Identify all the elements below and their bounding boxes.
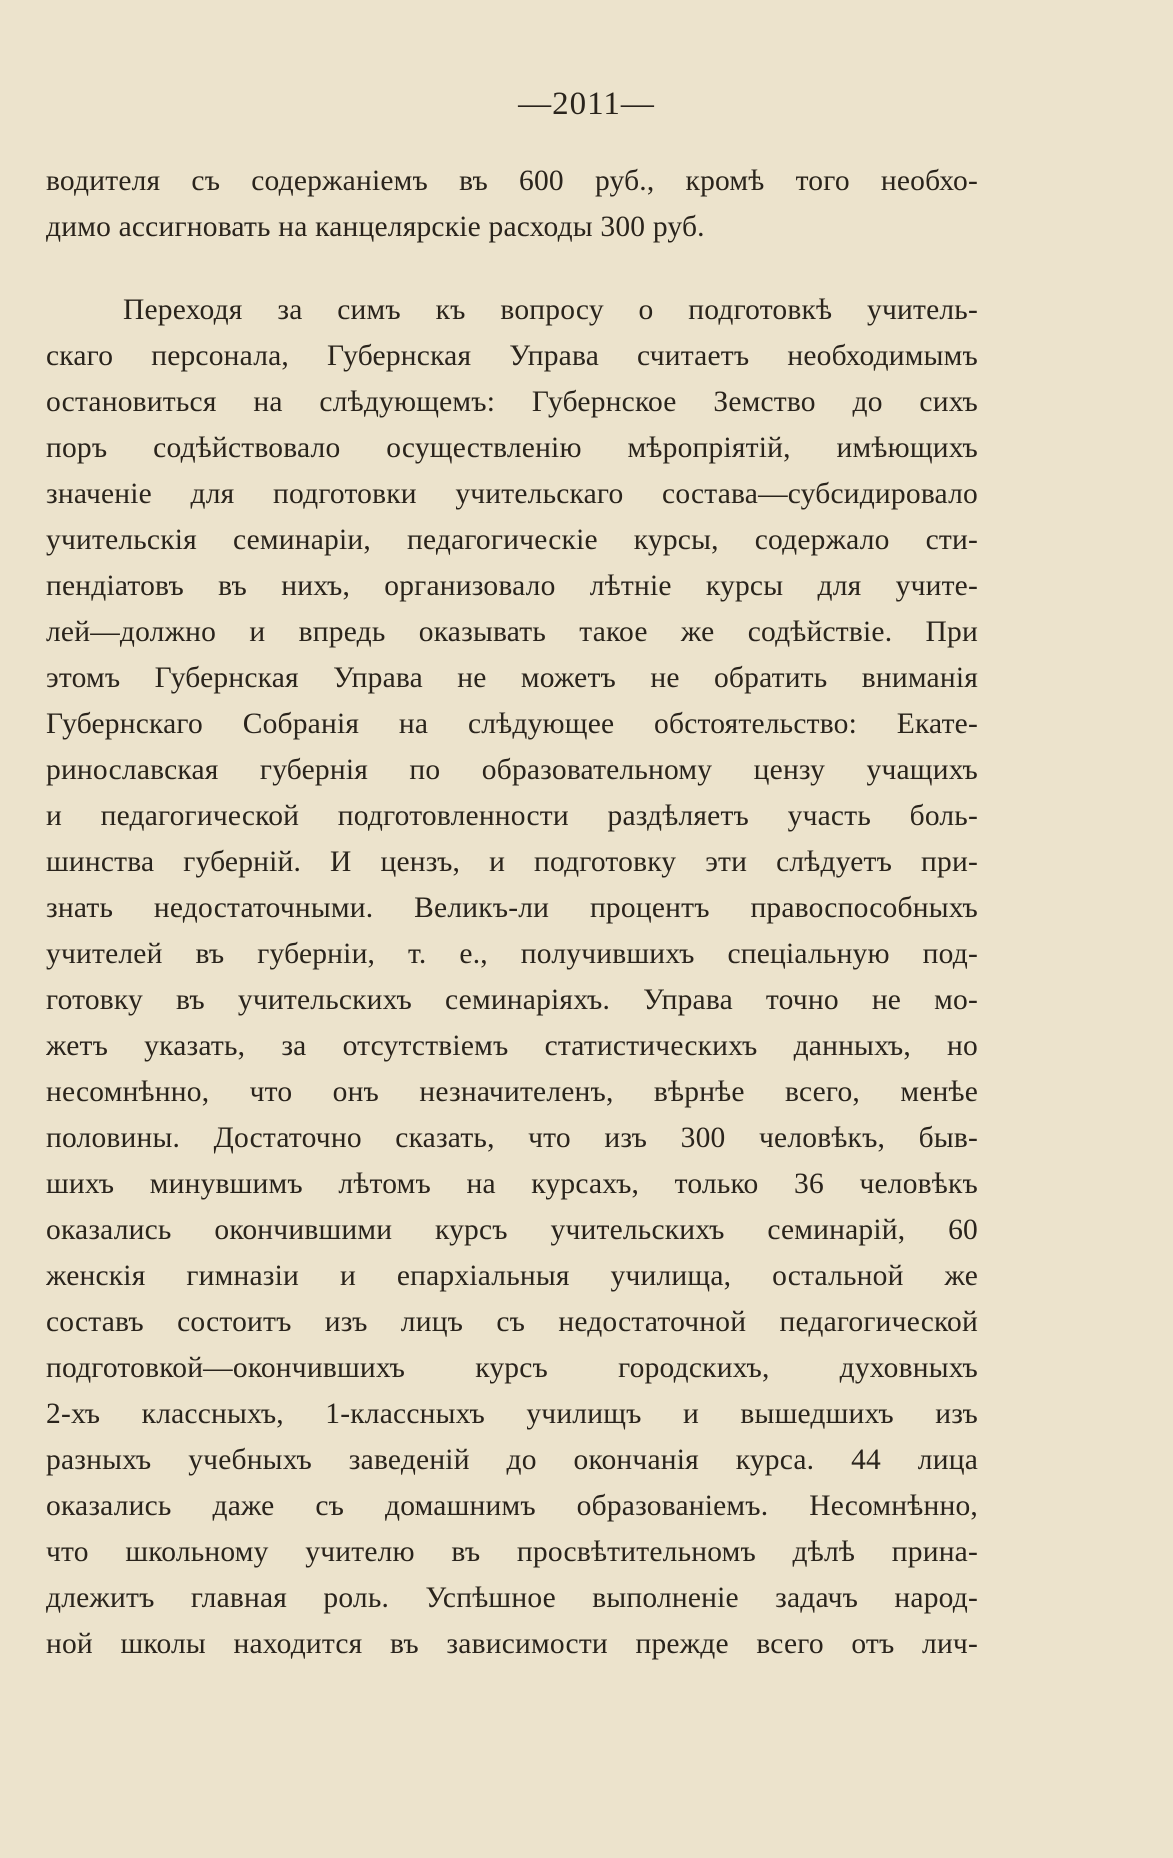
text-line: женскія гимназіи и епархіальныя училища, остальной же [46,1260,978,1292]
text-line: Переходя за симъ къ вопросу о подготовкѣ учитель- [123,294,978,326]
text-line: что школьному учителю въ просвѣтительномъ дѣлѣ прина- [46,1536,978,1568]
page-number: —2011— [518,86,655,122]
text-line: этомъ Губернская Управа не можетъ не обратить вниманія [46,662,978,694]
text-line: длежитъ главная роль. Успѣшное выполненіе задачъ народ- [46,1582,978,1614]
text-line: оказались окончившими курсъ учительскихъ семинарій, 60 [46,1214,978,1246]
text-line: учительскія семинаріи, педагогическіе курсы, содержало сти- [46,524,978,556]
text-line: скаго персонала, Губернская Управа считаетъ необходимымъ [46,340,978,372]
text-line: шинства губерній. И цензъ, и подготовку эти слѣдуетъ при- [46,846,978,878]
text-line: ринославская губернія по образовательному цензу учащихъ [46,754,978,786]
text-line: составъ состоитъ изъ лицъ съ недостаточной педагогической [46,1306,978,1338]
text-line: учителей въ губерніи, т. е., получившихъ спеціальную под- [46,938,978,970]
text-line: пендіатовъ въ нихъ, организовало лѣтніе курсы для учите- [46,570,978,602]
text-line: половины. Достаточно сказать, что изъ 300 человѣкъ, быв- [46,1122,978,1154]
text-line: шихъ минувшимъ лѣтомъ на курсахъ, только 36 человѣкъ [46,1168,978,1200]
text-line: несомнѣнно, что онъ незначителенъ, вѣрнѣе всего, менѣе [46,1076,978,1108]
text-line: подготовкой—окончившихъ курсъ городскихъ, духовныхъ [46,1352,978,1384]
text-line: лей—должно и впредь оказывать такое же содѣйствіе. При [46,616,978,648]
text-line: жетъ указать, за отсутствіемъ статистическихъ данныхъ, но [46,1030,978,1062]
text-line: значеніе для подготовки учительскаго состава—субсидировало [46,478,978,510]
text-line: и педагогической подготовленности раздѣляетъ участь боль- [46,800,978,832]
text-line: поръ содѣйствовало осуществленію мѣропріятій, имѣющихъ [46,432,978,464]
text-line: 2-хъ классныхъ, 1-классныхъ училищъ и вышедшихъ изъ [46,1398,978,1430]
text-line: остановиться на слѣдующемъ: Губернское Земство до сихъ [46,386,978,418]
text-line: водителя съ содержаніемъ въ 600 руб., кромѣ того необхо- [46,165,978,197]
text-line: Губернскаго Собранія на слѣдующее обстоятельство: Екате- [46,708,978,740]
text-line: оказались даже съ домашнимъ образованіемъ. Несомнѣнно, [46,1490,978,1522]
text-line: ной школы находится въ зависимости прежде всего отъ лич- [46,1628,978,1660]
text-line: разныхъ учебныхъ заведеній до окончанія курса. 44 лица [46,1444,978,1476]
text-line: готовку въ учительскихъ семинаріяхъ. Управа точно не мо- [46,984,978,1016]
text-line: димо ассигновать на канцелярскіе расходы 300 руб. [46,211,705,243]
text-line: знать недостаточными. Великъ-ли процентъ правоспособныхъ [46,892,978,924]
